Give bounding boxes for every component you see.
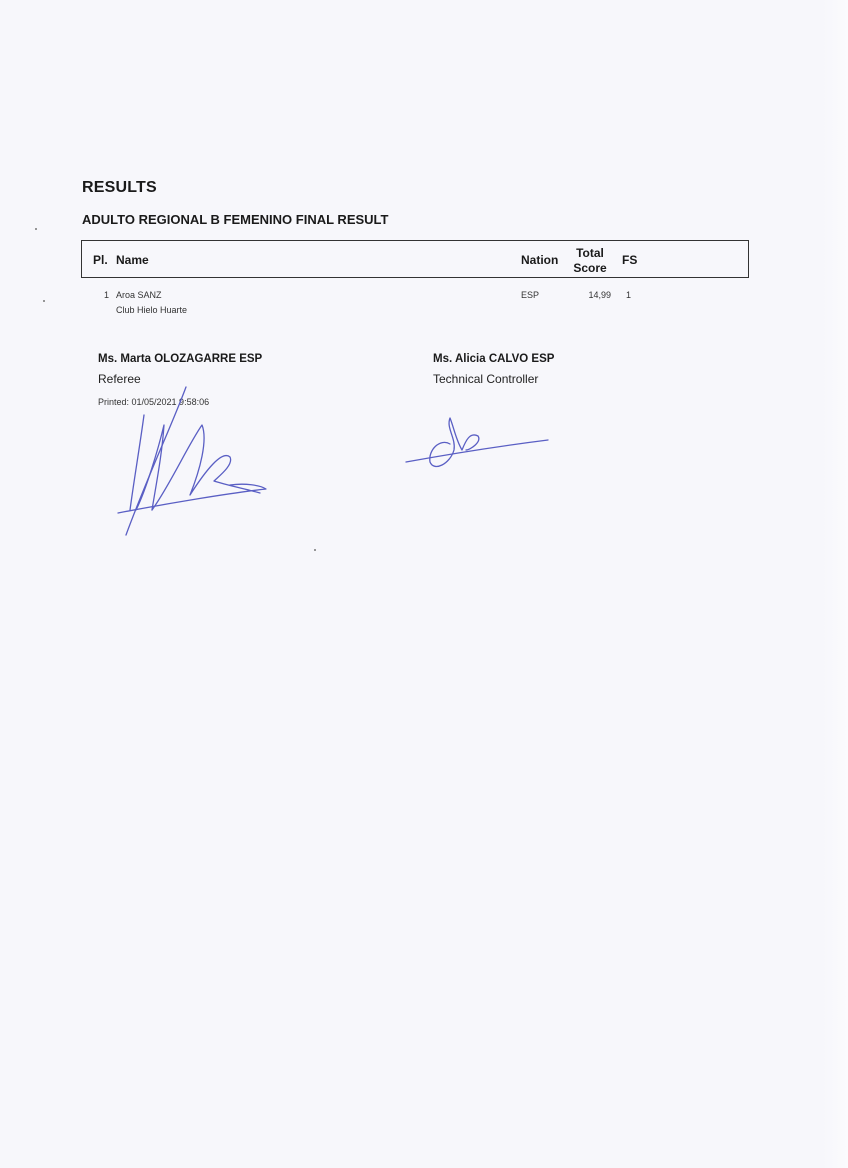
header-total-line2: Score [573,261,607,275]
row-club: Club Hielo Huarte [116,305,188,315]
header-total-line1: Total [576,246,604,260]
header-nation: Nation [521,253,559,267]
referee-signature [110,385,280,545]
official-role: Referee [98,372,141,386]
official-name: Ms. Marta OLOZAGARRE ESP [98,353,263,365]
scan-speck [314,549,316,551]
document-title: RESULTS [82,179,157,196]
printed-timestamp: Printed: 01/05/2021 9:58:06 [98,397,210,407]
technical-controller-signature [400,410,560,480]
official-role: Technical Controller [433,372,539,386]
official-name: Ms. Alicia CALVO ESP [433,353,555,365]
signature-stroke [430,418,479,466]
header-name: Name [116,253,149,267]
row-fs: 1 [626,290,632,300]
table-row [81,288,749,318]
row-rank: 1 [104,290,110,300]
results-table-header [81,240,749,278]
header-total-score [568,246,612,276]
header-pl: Pl. [93,253,108,267]
header-fs: FS [622,253,638,267]
page-edge [822,0,848,1168]
signature-stroke [126,387,186,535]
official-referee [98,353,262,386]
scan-speck [43,300,45,302]
row-total-score: 14,99 [588,290,611,300]
row-name: Aroa SANZ [116,290,162,300]
official-technical-controller [433,353,554,386]
document-subtitle: ADULTO REGIONAL B FEMENINO FINAL RESULT [82,212,389,227]
scan-speck [35,228,37,230]
row-nation: ESP [521,290,540,300]
